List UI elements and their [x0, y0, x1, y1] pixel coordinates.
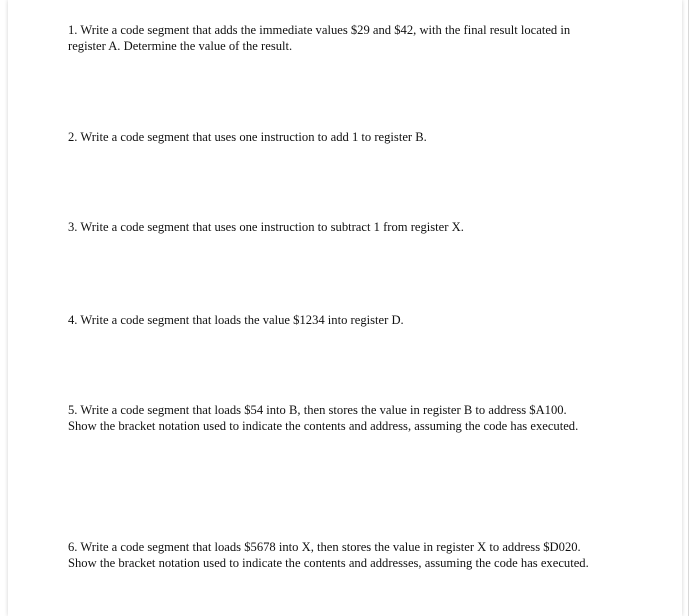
question-1	[68, 22, 628, 54]
page-edge	[688, 0, 689, 616]
question-5-line-2: Show the bracket notation used to indicate the contents and address, assuming the code has executed.	[68, 419, 579, 433]
question-1-line-1: 1. Write a code segment that adds the immediate values $29 and $42, with the final result located in	[68, 23, 571, 37]
question-6-line-2: Show the bracket notation used to indicate the contents and addresses, assuming the code has executed.	[68, 556, 589, 570]
question-2-line-1: 2. Write a code segment that uses one instruction to add 1 to register B.	[68, 130, 427, 144]
question-1-line-2: register A. Determine the value of the result.	[68, 39, 293, 53]
question-3	[68, 219, 628, 235]
question-6	[68, 539, 628, 571]
question-3-line-1: 3. Write a code segment that uses one instruction to subtract 1 from register X.	[68, 220, 464, 234]
document-page	[8, 0, 682, 616]
question-4	[68, 312, 628, 328]
question-5	[68, 402, 628, 434]
question-5-line-1: 5. Write a code segment that loads $54 into B, then stores the value in register B to address $A100.	[68, 403, 567, 417]
question-2	[68, 129, 628, 145]
question-4-line-1: 4. Write a code segment that loads the value $1234 into register D.	[68, 313, 404, 327]
question-6-line-1: 6. Write a code segment that loads $5678 into X, then stores the value in register X to address $D020.	[68, 540, 581, 554]
